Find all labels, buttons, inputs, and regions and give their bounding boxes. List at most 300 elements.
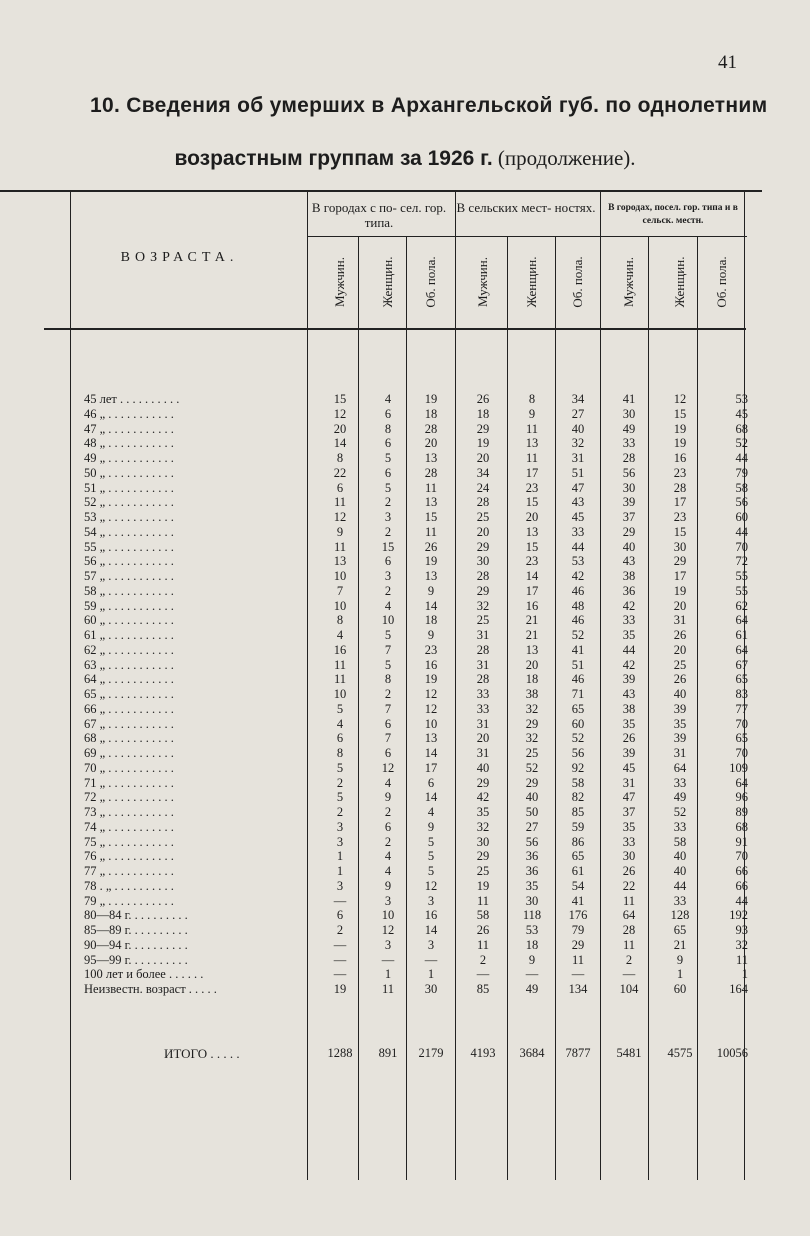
table-cell: 66 <box>735 878 748 893</box>
total-cell: 10056 <box>716 1046 748 1060</box>
table-cell: 5 <box>336 701 344 716</box>
table-cell: 48 <box>571 598 585 613</box>
row-label: 79 „ . . . . . . . . . . . <box>84 893 174 908</box>
table-cell: 6 <box>384 465 392 480</box>
table-cell: 42 <box>476 790 490 805</box>
row-label: 73 „ . . . . . . . . . . . <box>84 805 174 819</box>
table-cell: 22 <box>333 465 347 480</box>
row-label: 45 лет . . . . . . . . . . <box>84 392 180 406</box>
table-cell: 31 <box>673 613 687 628</box>
row-label: 64 „ . . . . . . . . . . . <box>84 672 174 687</box>
table-cell: 7 <box>384 701 392 716</box>
table-cell: 20 <box>424 436 438 451</box>
header-bottom-rule <box>44 328 746 330</box>
table-cell: 11 <box>424 524 438 539</box>
table-cell: 9 <box>427 628 435 642</box>
table-cell: 10 <box>333 569 347 583</box>
table-cell: 104 <box>619 982 639 996</box>
table-cell: 25 <box>476 613 490 628</box>
row-label: 66 „ . . . . . . . . . . . <box>84 701 174 716</box>
row-label: 71 „ . . . . . . . . . . . <box>84 775 174 790</box>
table-cell: 4 <box>384 864 392 878</box>
group-header-towns: В городах с по- сел. гор. типа. <box>311 200 447 230</box>
table-cell: 37 <box>622 805 636 819</box>
table-cell: 29 <box>525 775 539 790</box>
table-cell: 55 <box>735 583 748 598</box>
table-cell: 82 <box>571 790 585 805</box>
table-cell: 38 <box>622 701 636 716</box>
table-cell: 46 <box>571 583 585 598</box>
row-label: 68 „ . . . . . . . . . . . <box>84 731 174 746</box>
table-cell: 85 <box>571 805 585 819</box>
table-cell: 5 <box>336 790 344 805</box>
table-cell: 12 <box>381 923 395 937</box>
table-cell: 1 <box>427 967 435 982</box>
table-cell: 1 <box>741 967 748 982</box>
total-cell: 7877 <box>565 1046 591 1060</box>
table-cell: 15 <box>673 524 687 539</box>
table-cell: 8 <box>384 421 392 436</box>
column-header: Мужчин. <box>621 257 636 307</box>
table-cell: 9 <box>336 524 344 539</box>
row-label: 62 „ . . . . . . . . . . . <box>84 642 174 657</box>
table-cell: 11 <box>333 495 347 510</box>
table-cell: 32 <box>476 819 490 834</box>
row-label: 53 „ . . . . . . . . . . . <box>84 510 174 524</box>
table-cell: 15 <box>525 539 539 554</box>
table-cell: 44 <box>571 539 585 554</box>
table-cell: 19 <box>333 982 347 996</box>
table-cell: 64 <box>622 908 636 923</box>
table-cell: 30 <box>673 539 687 554</box>
table-cell: 59 <box>571 819 585 834</box>
table-cell: 33 <box>673 893 687 908</box>
table-cell: 28 <box>476 672 490 687</box>
table-cell: 40 <box>622 539 636 554</box>
table-cell: 17 <box>525 465 539 480</box>
table-cell: 2 <box>384 583 392 598</box>
table-cell: 15 <box>673 406 687 421</box>
table-cell: 39 <box>622 495 636 510</box>
row-label: 46 „ . . . . . . . . . . . <box>84 406 174 421</box>
table-title-line1: 10. Сведения об умерших в Архангельской губ. по однолетним <box>90 94 768 117</box>
table-cell: — <box>333 937 347 952</box>
column-rule <box>307 190 308 1180</box>
table-cell: 79 <box>571 923 585 937</box>
table-cell: 83 <box>735 687 748 701</box>
row-label: 100 лет и более . . . . . . <box>84 967 204 982</box>
row-label: 57 „ . . . . . . . . . . . <box>84 569 174 583</box>
table-cell: 47 <box>622 790 636 805</box>
table-cell: 4 <box>384 775 392 790</box>
table-cell: 25 <box>525 746 539 760</box>
table-cell: 16 <box>424 657 438 672</box>
row-label: 78 . „ . . . . . . . . . . <box>84 878 174 893</box>
table-cell: 27 <box>525 819 539 834</box>
table-cell: 44 <box>735 524 748 539</box>
table-cell: 12 <box>381 760 395 775</box>
table-cell: 2 <box>384 834 392 849</box>
total-cell: 2179 <box>418 1046 444 1060</box>
table-cell: 7 <box>336 583 344 598</box>
total-cell: 4575 <box>667 1046 693 1060</box>
table-cell: 19 <box>424 392 438 406</box>
table-cell: 49 <box>622 421 636 436</box>
table-cell: 32 <box>735 937 748 952</box>
table-cell: 91 <box>735 834 748 849</box>
table-cell: 12 <box>424 687 438 701</box>
total-cell: 3684 <box>519 1046 545 1060</box>
table-cell: 68 <box>735 819 748 834</box>
table-cell: 26 <box>622 731 636 746</box>
table-cell: 33 <box>571 524 585 539</box>
table-cell: 93 <box>735 923 748 937</box>
table-cell: 7 <box>384 731 392 746</box>
table-top-rule <box>0 190 762 192</box>
table-cell: 28 <box>622 923 636 937</box>
table-cell: 15 <box>525 495 539 510</box>
table-cell: 3 <box>336 878 344 893</box>
table-cell: 29 <box>476 849 490 864</box>
table-cell: 44 <box>735 893 748 908</box>
table-cell: 23 <box>525 554 539 569</box>
table-cell: 26 <box>622 864 636 878</box>
table-cell: 11 <box>622 937 636 952</box>
table-cell: 46 <box>571 613 585 628</box>
table-cell: 15 <box>333 392 347 406</box>
table-cell: 20 <box>525 510 539 524</box>
table-cell: 40 <box>476 760 490 775</box>
table-cell: 60 <box>673 982 687 996</box>
table-cell: 42 <box>571 569 585 583</box>
table-cell: 53 <box>735 392 748 406</box>
table-cell: 42 <box>622 598 636 613</box>
table-cell: 53 <box>571 554 585 569</box>
table-cell: 32 <box>525 731 539 746</box>
table-cell: 18 <box>476 406 490 421</box>
table-cell: 16 <box>424 908 438 923</box>
row-label: 59 „ . . . . . . . . . . . <box>84 598 174 613</box>
table-cell: 3 <box>336 819 344 834</box>
column-header: Женщин. <box>672 256 687 308</box>
table-cell: — <box>381 952 395 967</box>
table-cell: 27 <box>571 406 585 421</box>
column-header: Женщин. <box>380 256 395 308</box>
table-cell: 40 <box>525 790 539 805</box>
column-header: Об. пола. <box>570 256 585 308</box>
table-cell: 11 <box>476 893 490 908</box>
table-cell: 4 <box>384 392 392 406</box>
column-header: Об. пола. <box>423 256 438 308</box>
table-cell: 3 <box>384 510 392 524</box>
table-cell: — <box>333 893 347 908</box>
table-cell: 134 <box>568 982 588 996</box>
table-cell: 52 <box>525 760 539 775</box>
table-cell: 7 <box>384 642 392 657</box>
table-cell: 11 <box>476 937 490 952</box>
table-cell: 39 <box>673 731 687 746</box>
table-cell: 43 <box>622 554 636 569</box>
row-label: 58 „ . . . . . . . . . . . <box>84 583 174 598</box>
table-cell: 31 <box>476 628 490 642</box>
row-label: 55 „ . . . . . . . . . . . <box>84 539 174 554</box>
table-cell: 53 <box>525 923 539 937</box>
table-cell: 11 <box>525 421 539 436</box>
row-label: 63 „ . . . . . . . . . . . <box>84 657 174 672</box>
table-cell: 12 <box>424 701 438 716</box>
table-cell: 60 <box>571 716 585 731</box>
table-cell: 56 <box>735 495 748 510</box>
table-cell: 65 <box>571 701 585 716</box>
table-cell: 29 <box>476 583 490 598</box>
table-cell: 5 <box>427 849 435 864</box>
table-cell: 35 <box>622 716 636 731</box>
table-cell: 13 <box>424 451 438 465</box>
table-cell: 13 <box>333 554 347 569</box>
table-cell: 64 <box>735 613 748 628</box>
table-cell: 68 <box>735 421 748 436</box>
table-cell: 6 <box>384 746 392 760</box>
table-cell: 39 <box>673 701 687 716</box>
table-cell: 54 <box>571 878 585 893</box>
table-cell: 58 <box>571 775 585 790</box>
table-cell: 3 <box>427 937 435 952</box>
table-cell: — <box>571 967 585 982</box>
table-cell: 65 <box>571 849 585 864</box>
table-cell: 16 <box>673 451 687 465</box>
table-cell: 58 <box>673 834 687 849</box>
table-cell: 17 <box>525 583 539 598</box>
table-cell: 14 <box>424 790 438 805</box>
table-cell: 19 <box>673 421 687 436</box>
table-cell: 2 <box>384 687 392 701</box>
table-cell: 30 <box>622 406 636 421</box>
table-cell: 118 <box>522 908 542 923</box>
total-cell: 4193 <box>470 1046 496 1060</box>
table-cell: 20 <box>476 524 490 539</box>
row-label: 75 „ . . . . . . . . . . . <box>84 834 174 849</box>
table-cell: 44 <box>673 878 687 893</box>
table-cell: 66 <box>735 864 748 878</box>
table-cell: 14 <box>424 598 438 613</box>
table-cell: 21 <box>525 613 539 628</box>
table-cell: 47 <box>571 480 585 495</box>
table-cell: 33 <box>622 436 636 451</box>
table-cell: 33 <box>476 687 490 701</box>
table-cell: 70 <box>735 746 748 760</box>
row-label: 56 „ . . . . . . . . . . . <box>84 554 174 569</box>
table-cell: 33 <box>622 834 636 849</box>
table-cell: 56 <box>622 465 636 480</box>
table-cell: 11 <box>333 672 347 687</box>
table-cell: 11 <box>381 982 395 996</box>
table-cell: 85 <box>476 982 490 996</box>
table-cell: — <box>333 952 347 967</box>
column-rule <box>600 190 601 1180</box>
table-cell: 15 <box>381 539 395 554</box>
table-cell: 31 <box>476 716 490 731</box>
table-cell: 33 <box>673 819 687 834</box>
table-cell: 8 <box>336 746 344 760</box>
table-cell: 14 <box>424 923 438 937</box>
table-cell: 1 <box>336 849 344 864</box>
table-cell: 29 <box>622 524 636 539</box>
statistics-table <box>52 190 760 1180</box>
table-cell: 1 <box>336 864 344 878</box>
table-cell: 10 <box>381 613 395 628</box>
table-cell: 17 <box>673 495 687 510</box>
table-cell: 31 <box>673 746 687 760</box>
table-cell: 20 <box>525 657 539 672</box>
table-cell: 28 <box>673 480 687 495</box>
table-cell: 6 <box>384 406 392 421</box>
table-cell: 9 <box>676 952 684 967</box>
table-cell: 33 <box>476 701 490 716</box>
stub-header: ВОЗРАСТА. <box>120 250 239 265</box>
row-label: 95—99 г. . . . . . . . . . <box>84 952 188 967</box>
table-cell: 60 <box>735 510 748 524</box>
table-cell: 29 <box>476 775 490 790</box>
table-cell: 26 <box>424 539 438 554</box>
table-cell: 36 <box>622 583 636 598</box>
table-cell: 31 <box>476 746 490 760</box>
table-cell: 56 <box>571 746 585 760</box>
table-cell: 2 <box>625 952 633 967</box>
table-cell: 10 <box>333 598 347 613</box>
table-cell: 20 <box>333 421 347 436</box>
table-cell: 41 <box>622 392 636 406</box>
total-cell: 1288 <box>327 1046 353 1060</box>
table-cell: 12 <box>673 392 687 406</box>
table-cell: 65 <box>735 672 748 687</box>
table-cell: 28 <box>476 569 490 583</box>
table-cell: 41 <box>571 893 585 908</box>
column-header: Мужчин. <box>332 257 347 307</box>
column-header: Об. пола. <box>714 256 729 308</box>
table-cell: 192 <box>729 908 748 923</box>
table-cell: 31 <box>476 657 490 672</box>
table-cell: 15 <box>424 510 438 524</box>
row-label: 60 „ . . . . . . . . . . . <box>84 613 174 628</box>
table-cell: 40 <box>673 864 687 878</box>
table-cell: 40 <box>673 687 687 701</box>
table-cell: 5 <box>384 480 392 495</box>
table-title-bold: возрастным группам за 1926 г. <box>174 147 493 170</box>
table-cell: 11 <box>424 480 438 495</box>
row-label: 74 „ . . . . . . . . . . . <box>84 819 174 834</box>
table-cell: 9 <box>528 406 536 421</box>
table-cell: 2 <box>384 495 392 510</box>
table-cell: — <box>333 967 347 982</box>
table-cell: 35 <box>476 805 490 819</box>
table-cell: 61 <box>735 628 748 642</box>
row-label: 48 „ . . . . . . . . . . . <box>84 436 174 451</box>
table-cell: 36 <box>525 849 539 864</box>
table-cell: 39 <box>622 672 636 687</box>
table-cell: 52 <box>571 628 585 642</box>
row-label: Неизвестн. возраст . . . . . <box>84 982 217 996</box>
row-label: 80—84 г. . . . . . . . . . <box>84 908 188 923</box>
table-cell: 50 <box>525 805 539 819</box>
table-cell: 30 <box>622 849 636 864</box>
table-cell: 44 <box>735 451 748 465</box>
table-cell: 11 <box>333 539 347 554</box>
table-cell: 11 <box>333 657 347 672</box>
table-cell: 22 <box>622 878 636 893</box>
table-cell: 19 <box>424 672 438 687</box>
table-cell: 20 <box>673 598 687 613</box>
table-cell: 58 <box>735 480 748 495</box>
table-cell: 13 <box>424 569 438 583</box>
table-cell: 52 <box>571 731 585 746</box>
page-number: 41 <box>718 52 737 73</box>
row-label: 47 „ . . . . . . . . . . . <box>84 421 174 436</box>
column-header: Мужчин. <box>475 257 490 307</box>
table-cell: 49 <box>673 790 687 805</box>
table-cell: 28 <box>476 642 490 657</box>
table-cell: 26 <box>476 923 490 937</box>
table-cell: 18 <box>424 406 438 421</box>
table-cell: 6 <box>427 775 435 790</box>
table-cell: 18 <box>525 672 539 687</box>
row-label: 76 „ . . . . . . . . . . . <box>84 849 174 864</box>
table-cell: 70 <box>735 849 748 864</box>
table-cell: 3 <box>384 569 392 583</box>
table-cell: 51 <box>571 657 585 672</box>
table-cell: 5 <box>384 451 392 465</box>
table-cell: 9 <box>528 952 536 967</box>
table-cell: 8 <box>528 392 536 406</box>
table-cell: 6 <box>384 716 392 731</box>
table-cell: 10 <box>381 908 395 923</box>
table-cell: 58 <box>476 908 490 923</box>
table-cell: 77 <box>735 701 748 716</box>
table-cell: 5 <box>384 628 392 642</box>
table-cell: 12 <box>424 878 438 893</box>
table-cell: 42 <box>622 657 636 672</box>
table-cell: 109 <box>729 760 748 775</box>
row-label: 90—94 г. . . . . . . . . . <box>84 937 188 952</box>
table-cell: 34 <box>476 465 490 480</box>
table-title-continued: (продолжение). <box>497 146 636 170</box>
table-cell: — <box>424 952 438 967</box>
table-cell: 19 <box>424 554 438 569</box>
table-cell: 30 <box>476 834 490 849</box>
row-label: 85—89 г. . . . . . . . . . <box>84 923 188 937</box>
column-header: Женщин. <box>524 256 539 308</box>
table-cell: 3 <box>384 893 392 908</box>
table-cell: — <box>525 967 539 982</box>
table-cell: 43 <box>571 495 585 510</box>
table-cell: 86 <box>571 834 585 849</box>
table-cell: 6 <box>336 731 344 746</box>
table-cell: 3 <box>336 834 344 849</box>
group-header-combined: В городах, посел. гор. типа и в сельск. местн. <box>608 203 738 226</box>
table-cell: 6 <box>336 908 344 923</box>
table-cell: 9 <box>427 819 435 834</box>
table-cell: 6 <box>336 480 344 495</box>
table-cell: 28 <box>622 451 636 465</box>
table-cell: 45 <box>622 760 636 775</box>
table-cell: 25 <box>476 510 490 524</box>
table-cell: 38 <box>525 687 539 701</box>
table-cell: 35 <box>525 878 539 893</box>
table-cell: 19 <box>673 436 687 451</box>
table-cell: 6 <box>384 554 392 569</box>
row-label: 50 „ . . . . . . . . . . . <box>84 465 174 480</box>
table-cell: 28 <box>424 465 438 480</box>
table-cell: 8 <box>336 451 344 465</box>
